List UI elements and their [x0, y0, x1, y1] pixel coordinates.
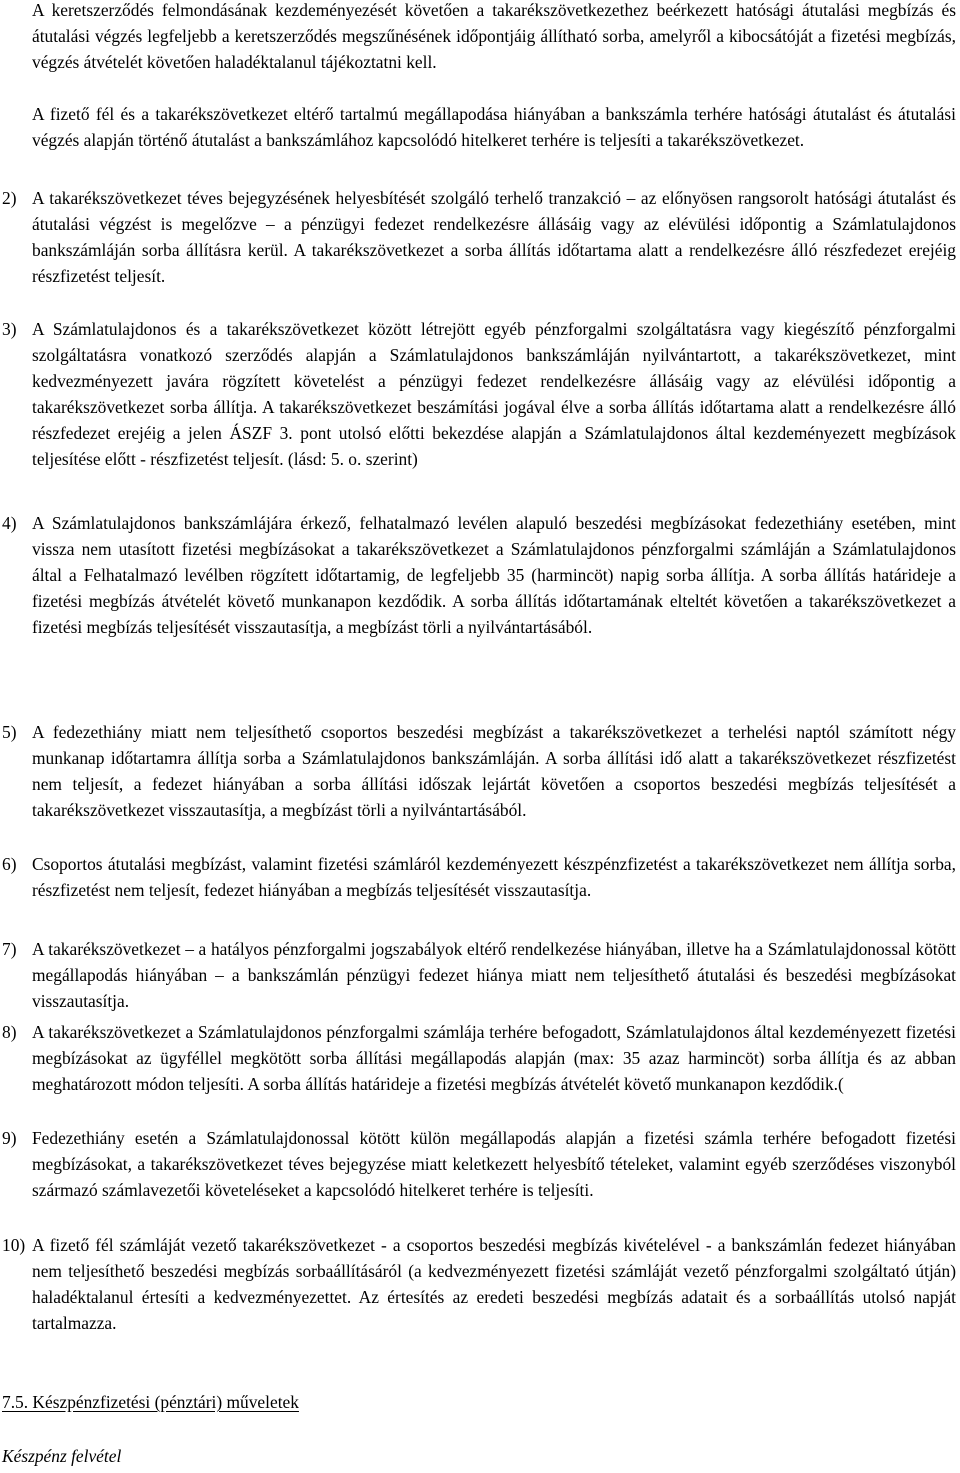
- list-item-7: [2, 936, 956, 1014]
- list-item-10: [2, 1232, 956, 1336]
- list-item-number: 5): [2, 722, 17, 742]
- list-item-number: 10): [2, 1235, 26, 1255]
- intro-paragraph-1: A keretszerződés felmondásának kezdeményezését követően a takarékszövetkezethez beérkezett hatósági átutalási megbízás és átutalási végzés legfeljebb a keretszerződés megszűnésének időpontjáig állítható sorba, amelyről a kibocsátóját a fizetési megbízás, végzés átvételét követően haladéktalanul tájékoztatni kell.: [32, 0, 956, 73]
- list-item-number: 8): [2, 1022, 17, 1042]
- list-item-number: 9): [2, 1128, 17, 1148]
- list-item-8: [2, 1019, 956, 1097]
- list-item-5: [2, 719, 956, 823]
- list-item-text: A takarékszövetkezet téves bejegyzésének helyesbítését szolgáló terhelő tranzakció – az előnyösen rangsorolt hatósági átutalást és átutalási végzést is megelőzve – a pénzügyi fedezet rendelkezésre állásáig vagy az elévülési időpontig a Számlatulajdonos bankszámláján sorba állításra kerül. A takarékszövetkezet a sorba állítás időtartama alatt a rendelkezésre álló részfedezet erejéig részfizetést teljesít.: [32, 188, 956, 287]
- list-item-text: Fedezethiány esetén a Számlatulajdonossal kötött külön megállapodás alapján a fizetési számla terhére befogadott fizetési megbízásokat, a takarékszövetkezet téves bejegyzése miatt keletkezett helyesbítő tételeket, valamint egyéb szerződéses viszonyból származó számlavezetői követeléseket a kapcsolódó hitelkeret terhére is teljesíti.: [32, 1128, 956, 1201]
- list-item-4: [2, 510, 956, 640]
- list-item-6: [2, 851, 956, 903]
- list-item-number: 4): [2, 513, 17, 533]
- list-item-3: [2, 316, 956, 473]
- list-item-number: 7): [2, 939, 17, 959]
- subheading: Készpénz felvétel: [2, 1446, 122, 1466]
- list-item-text: A takarékszövetkezet a Számlatulajdonos pénzforgalmi számlája terhére befogadott, Számlatulajdonos által kezdeményezett fizetési megbízásokat az ügyféllel megkötött sorba állítási megállapodás alapján (max: 35 azaz harmincöt) sorba állítja és az abban meghatározott módon teljesíti. A sorba állítás határideje a fizetési megbízás átvételét követő munkanapon kezdődik.(: [32, 1022, 956, 1095]
- section-heading: 7.5. Készpénzfizetési (pénztári) műveletek: [2, 1392, 299, 1412]
- list-item-number: 6): [2, 854, 17, 874]
- list-item-2: [2, 185, 956, 289]
- list-item-text: A Számlatulajdonos és a takarékszövetkezet között létrejött egyéb pénzforgalmi szolgáltatásra vagy kiegészítő pénzforgalmi szolgáltatásra vonatkozó szerződés alapján a Számlatulajdonos bankszámláján nyilvántartott, a takarékszövetkezet, mint kedvezményezett javára rögzített követelést a pénzügyi fedezet rendelkezésre állásáig vagy az elévülési időpontig a takarékszövetkezet sorba állítja. A takarékszövetkezet beszámítási jogával élve a sorba állítás időtartama alatt a rendelkezésre álló részfedezet erejéig a jelen ÁSZF 3. pont utolsó előtti bekezdése alapján a Számlatulajdonos által kezdeményezett megbízások teljesítése előtt - részfizetést teljesít. (lásd: 5. o. szerint): [32, 319, 956, 470]
- list-item-text: Csoportos átutalási megbízást, valamint fizetési számláról kezdeményezett készpénzfizetést a takarékszövetkezet nem állítja sorba, részfizetést nem teljesít, fedezet hiányában a megbízás teljesítését visszautasítja.: [32, 854, 956, 901]
- list-item-text: A Számlatulajdonos bankszámlájára érkező, felhatalmazó levélen alapuló beszedési megbízásokat fedezethiány esetében, mint vissza nem utasított fizetési megbízásokat a takarékszövetkezet a Számlatulajdonos pénzforgalmi számláján a Számlatulajdonos által a Felhatalmazó levélben rögzített időtartamig, de legfeljebb 35 (harmincöt) napig sorba állítja. A sorba állítás határideje a fizetési megbízás átvételét követő munkanapon kezdődik. A sorba állítás időtartamának elteltét követően a takarékszövetkezet a fizetési megbízás teljesítését visszautasítja, a megbízást törli a nyilvántartásából.: [32, 513, 956, 638]
- list-item-text: A takarékszövetkezet – a hatályos pénzforgalmi jogszabályok eltérő rendelkezése hiányában, illetve ha a Számlatulajdonossal kötött megállapodás hiányában – a bankszámlán pénzügyi fedezet hiánya miatt nem teljesíthető átutalási és beszedési megbízásokat visszautasítja.: [32, 939, 956, 1012]
- intro-paragraph-2: A fizető fél és a takarékszövetkezet eltérő tartalmú megállapodása hiányában a bankszámla terhére hatósági átutalást és átutalási végzés alapján történő átutalást a bankszámlához kapcsolódó hitelkeret terhére is teljesíti a takarékszövetkezet.: [32, 104, 956, 151]
- list-item-text: A fizető fél számláját vezető takarékszövetkezet - a csoportos beszedési megbízás kivételével - a bankszámlán fedezet hiányában nem teljesíthető beszedési megbízás sorbaállításáról (a kedvezményezett fizetési számláját vezető pénzforgalmi szolgáltató útján) haladéktalanul értesíti a kedvezményezettet. Az értesítés az eredeti beszedési megbízás adatait és a sorbaállítás utolsó napját tartalmazza.: [32, 1235, 956, 1334]
- list-item-text: A fedezethiány miatt nem teljesíthető csoportos beszedési megbízást a takarékszövetkezet a terhelési naptól számított négy munkanap időtartamra állítja sorba a Számlatulajdonos bankszámláján. A sorba állítási idő alatt a takarékszövetkezet részfizetést nem teljesít, a fedezet hiányában a sorba állítási időszak lejártát követően a csoportos beszedési megbízás teljesítését a takarékszövetkezet visszautasítja, a megbízást törli a nyilvántartásából.: [32, 722, 956, 821]
- list-item-number: 3): [2, 319, 17, 339]
- list-item-9: [2, 1125, 956, 1203]
- list-item-number: 2): [2, 188, 17, 208]
